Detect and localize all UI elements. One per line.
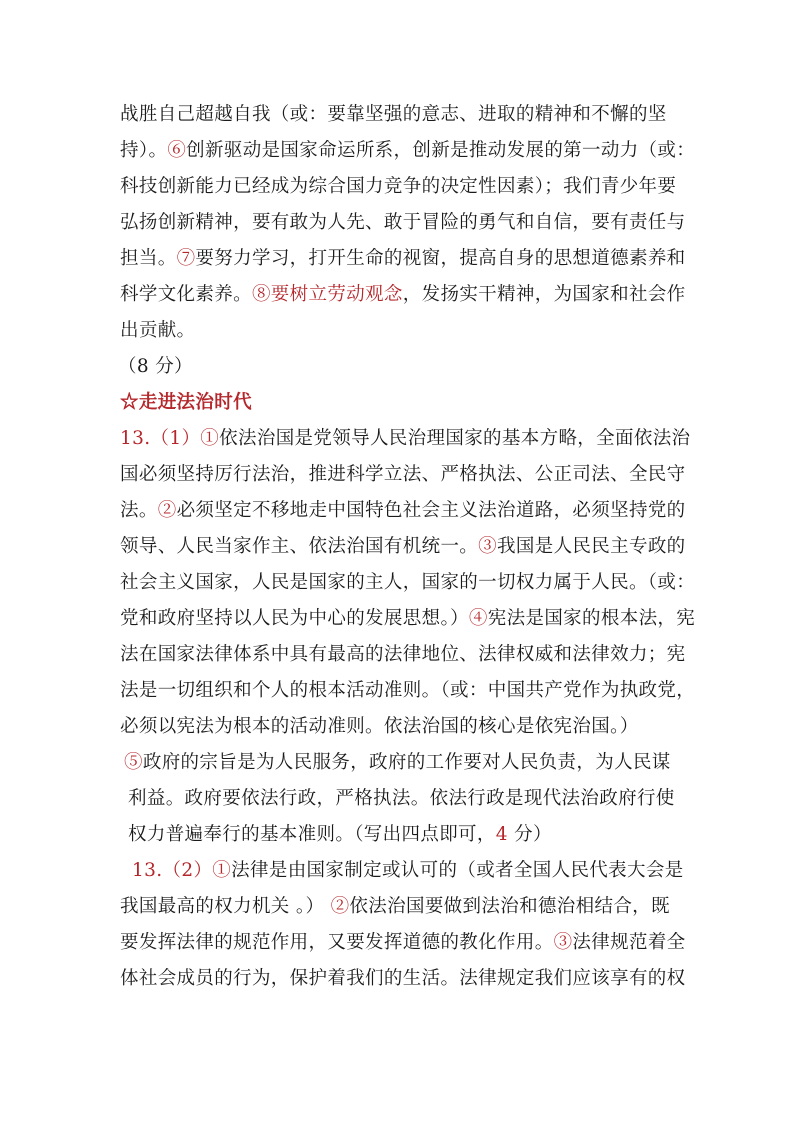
text-run: 领导、人民当家作主、依法治国有机统一。 [120,536,479,557]
text-line [120,102,667,128]
text-line [120,246,686,272]
text-line [120,894,670,920]
text-line [120,282,686,308]
text-line [120,966,686,992]
text-run: 创新驱动是国家命运所系，创新是推动发展的第一动力（或： [186,140,696,161]
text-run: 依法治国是党领导人民治理国家的基本方略，全面依法治 [219,428,691,449]
text-line [120,570,695,596]
text-run: 党和政府坚持以人民为中心的发展思想。） [120,608,469,629]
question-number: 13.（1） [120,428,201,449]
text-line [120,534,686,560]
text-run: 法律是由国家制定或认可的（或者全国人民代表大会是 [231,860,684,881]
item-number-2: ② [157,500,177,521]
text-run: 法在国家法律体系中具有最高的法律地位、法律权威和法律效力；宪 [120,644,686,665]
item-number-3: ③ [478,536,498,557]
text-run: 依法治国要做到法治和德治相结合，既 [349,896,670,917]
text-line [124,750,671,776]
item-number-3: ③ [553,932,573,953]
text-run: 担当。 [120,248,177,269]
text-run: （8 分） [118,356,193,377]
text-run: 持）。 [120,140,168,161]
text-run: 出贡献。 [120,320,196,341]
item-number-6: ⑥ [167,140,187,161]
item-number-1: ① [200,428,220,449]
text-run: 要发挥法律的规范作用，又要发挥道德的教化作用。 [120,932,554,953]
text-run: 要努力学习，打开生命的视窗，提高自身的思想道德素养和 [195,248,686,269]
text-run: 必须以宪法为根本的活动准则。依法治国的核心是依宪治国。） [120,716,639,737]
highlight-labor-concept: ⑧要树立劳动观念 [251,284,403,305]
item-number-4: ④ [468,608,488,629]
text-run: 体社会成员的行为，保护着我们的生活。法律规定我们应该享有的权 [120,968,686,989]
text-line [120,678,695,704]
text-run: 我国最高的权力机关 。） [120,896,331,917]
text-run: 权力普遍奉行的基本准则。（写出四点即可， [128,824,496,845]
text-line [120,642,686,668]
text-run: 科学文化素养。 [120,284,252,305]
text-run: 必须坚定不移地走中国特色社会主义法治道路，必须坚持党的 [176,500,686,521]
text-run: 宪法是国家的根本法，宪 [487,608,696,629]
score-note [118,354,193,380]
text-run: 社会主义国家，人民是国家的主人，国家的一切权力属于人民。（或： [120,572,696,593]
text-run: 我国是人民民主专政的 [497,536,686,557]
text-line [128,786,675,812]
text-run: 法是一切组织和个人的根本活动准则。（或：中国共产党作为执政党， [120,680,696,701]
section-heading-text: ☆走进法治时代 [120,392,252,413]
text-line [120,426,690,452]
text-line [120,174,676,200]
text-run: 政府的宗旨是为人民服务，政府的工作要对人民负责，为人民谋 [142,752,671,773]
text-line [120,138,695,164]
question-number: 13.（2） [132,860,213,881]
text-run: 弘扬创新精神，要有敢为人先、敢于冒险的勇气和自信，要有责任与 [120,212,686,233]
item-number-5: ⑤ [124,752,143,773]
text-run: 分） [507,824,552,845]
text-run: 科技创新能力已经成为综合国力竞争的决定性因素）；我们青少年要 [120,176,677,197]
item-number-1: ① [212,860,232,881]
section-heading [120,390,252,416]
text-line [120,714,639,740]
text-line [120,462,686,488]
text-run: 法。 [120,500,158,521]
text-run: 利益。政府要依法行政，严格执法。依法行政是现代法治政府行使 [128,788,675,809]
text-line [120,606,695,632]
text-line [120,930,686,956]
text-line [120,210,686,236]
text-run: ，发扬实干精神，为国家和社会作 [402,284,686,305]
text-run: 国必须坚持厉行法治，推进科学立法、严格执法、公正司法、全民守 [120,464,686,485]
text-line [128,822,552,848]
score-value: 4 [495,824,508,845]
item-number-2: ② [330,896,350,917]
text-run: 战胜自己超越自我（或：要靠坚强的意志、进取的精神和不懈的坚 [120,104,667,125]
item-number-7: ⑦ [176,248,196,269]
text-line [132,858,684,884]
text-line [120,498,686,524]
text-run: 法律规范着全 [572,932,686,953]
text-line [120,318,195,344]
